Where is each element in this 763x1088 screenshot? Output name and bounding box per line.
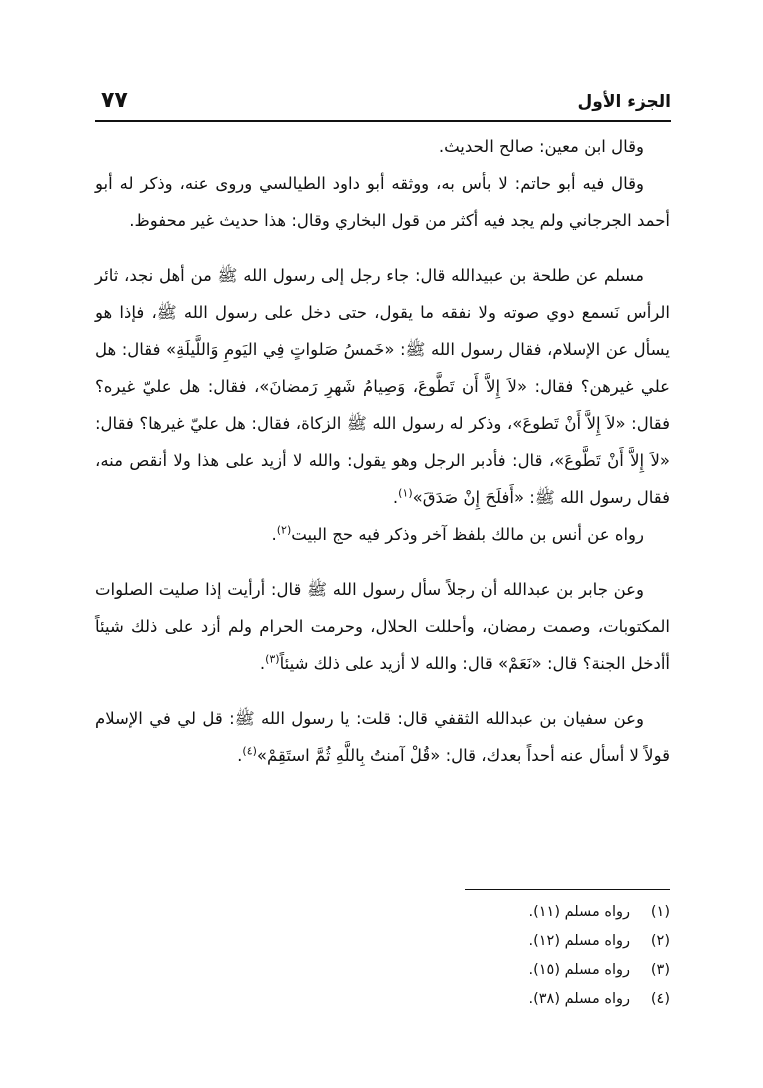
footnote-text: رواه مسلم (٣٨). (528, 991, 630, 1007)
footnote-ref[interactable]: (١) (398, 486, 413, 500)
page-header (95, 86, 671, 118)
footnote-number: (٤) (650, 991, 670, 1007)
paragraph: وعن سفيان بن عبدالله الثقفي قال: قلت: يا رسول الله ﷺ: قل لي في الإسلام قولاً لا أسأل عنه أحداً بعدك، قال: «قُلْ آمنتُ بِاللَّهِ ثُمَّ استَقِمْ»$^{(٤)}$. (95, 709, 670, 765)
footnote-item (300, 927, 670, 956)
footnote-text: رواه مسلم (١٥). (528, 962, 630, 978)
footnote-text: رواه مسلم (١١). (528, 904, 630, 920)
footnote-item (300, 985, 670, 1014)
footnote-text: رواه مسلم (١٢). (528, 933, 630, 949)
footnote-divider (465, 889, 670, 890)
footnote-number: (٣) (650, 962, 670, 978)
footnote-ref[interactable]: (٢) (276, 523, 292, 537)
footnote-ref[interactable]: (٤) (242, 744, 257, 758)
header-divider (95, 120, 671, 122)
book-title: الجزء الأول (577, 92, 671, 112)
paragraph: رواه عن أنس بن مالك بلفظ آخر وذكر فيه حج البيت$^{(٢)}$. (271, 523, 644, 544)
footnote-item (300, 898, 670, 927)
footnote-number: (٢) (650, 933, 670, 949)
page-number: ٧٧ (101, 88, 128, 113)
footnote-item (300, 956, 670, 985)
paragraph: مسلم عن طلحة بن عبيدالله قال: جاء رجل إلى رسول الله ﷺ من أهل نجد، ثائر الرأس نَسمع دوي صوته ولا نفقه ما يقول، حتى دخل على رسول الله ﷺ، فإذا هو يسأل عن الإسلام، فقال رسول الله ﷺ: «خَمسُ صَلواتٍ فِي اليَومِ وَاللَّيلَةِ» فقال: هل علي غيرهن؟ فقال: «لاَ إِلاَّ أَن تَطَّوعَ، وَصِيامُ شَهرِ رَمضانَ»، فقال: هل عليّ غيره؟ فقال: «لاَ إِلاَّ أَنْ تَطوعَ»، وذكر له رسول الله ﷺ الزكاة، فقال: هل عليّ غيرها؟ فقال: «لاَ إِلاَّ أَنْ تَطَّوعَ»، قال: فأدبر الرجل وهو يقول: والله لا أزيد على هذا ولا أنقص منه، فقال رسول الله ﷺ: «أَفلَحَ إِنْ صَدَقَ»$^{(١)}$. (95, 266, 670, 507)
footnote-ref[interactable]: (٣) (265, 652, 280, 666)
paragraph: وعن جابر بن عبدالله أن رجلاً سأل رسول الله ﷺ قال: أرأيت إذا صليت الصلوات المكتوبات، وصمت رمضان، وأحللت الحلال، وحرمت الحرام ولم أزد على ذلك شيئاً أأدخل الجنة؟ قال: «نَعَمْ» قال: والله لا أزيد على ذلك شيئاً$^{(٣)}$. (95, 580, 670, 673)
paragraph: وقال فيه أبو حاتم: لا بأس به، ووثقه أبو داود الطيالسي وروى عنه، وذكر له أبو أحمد الجرجاني ولم يجد فيه أكثر من قول البخاري وقال: هذا حديث غير محفوظ. (95, 174, 670, 230)
paragraph: وقال ابن معين: صالح الحديث. (438, 137, 644, 156)
footnotes (300, 898, 670, 1014)
main-text (95, 128, 670, 774)
footnote-number: (١) (650, 904, 670, 920)
